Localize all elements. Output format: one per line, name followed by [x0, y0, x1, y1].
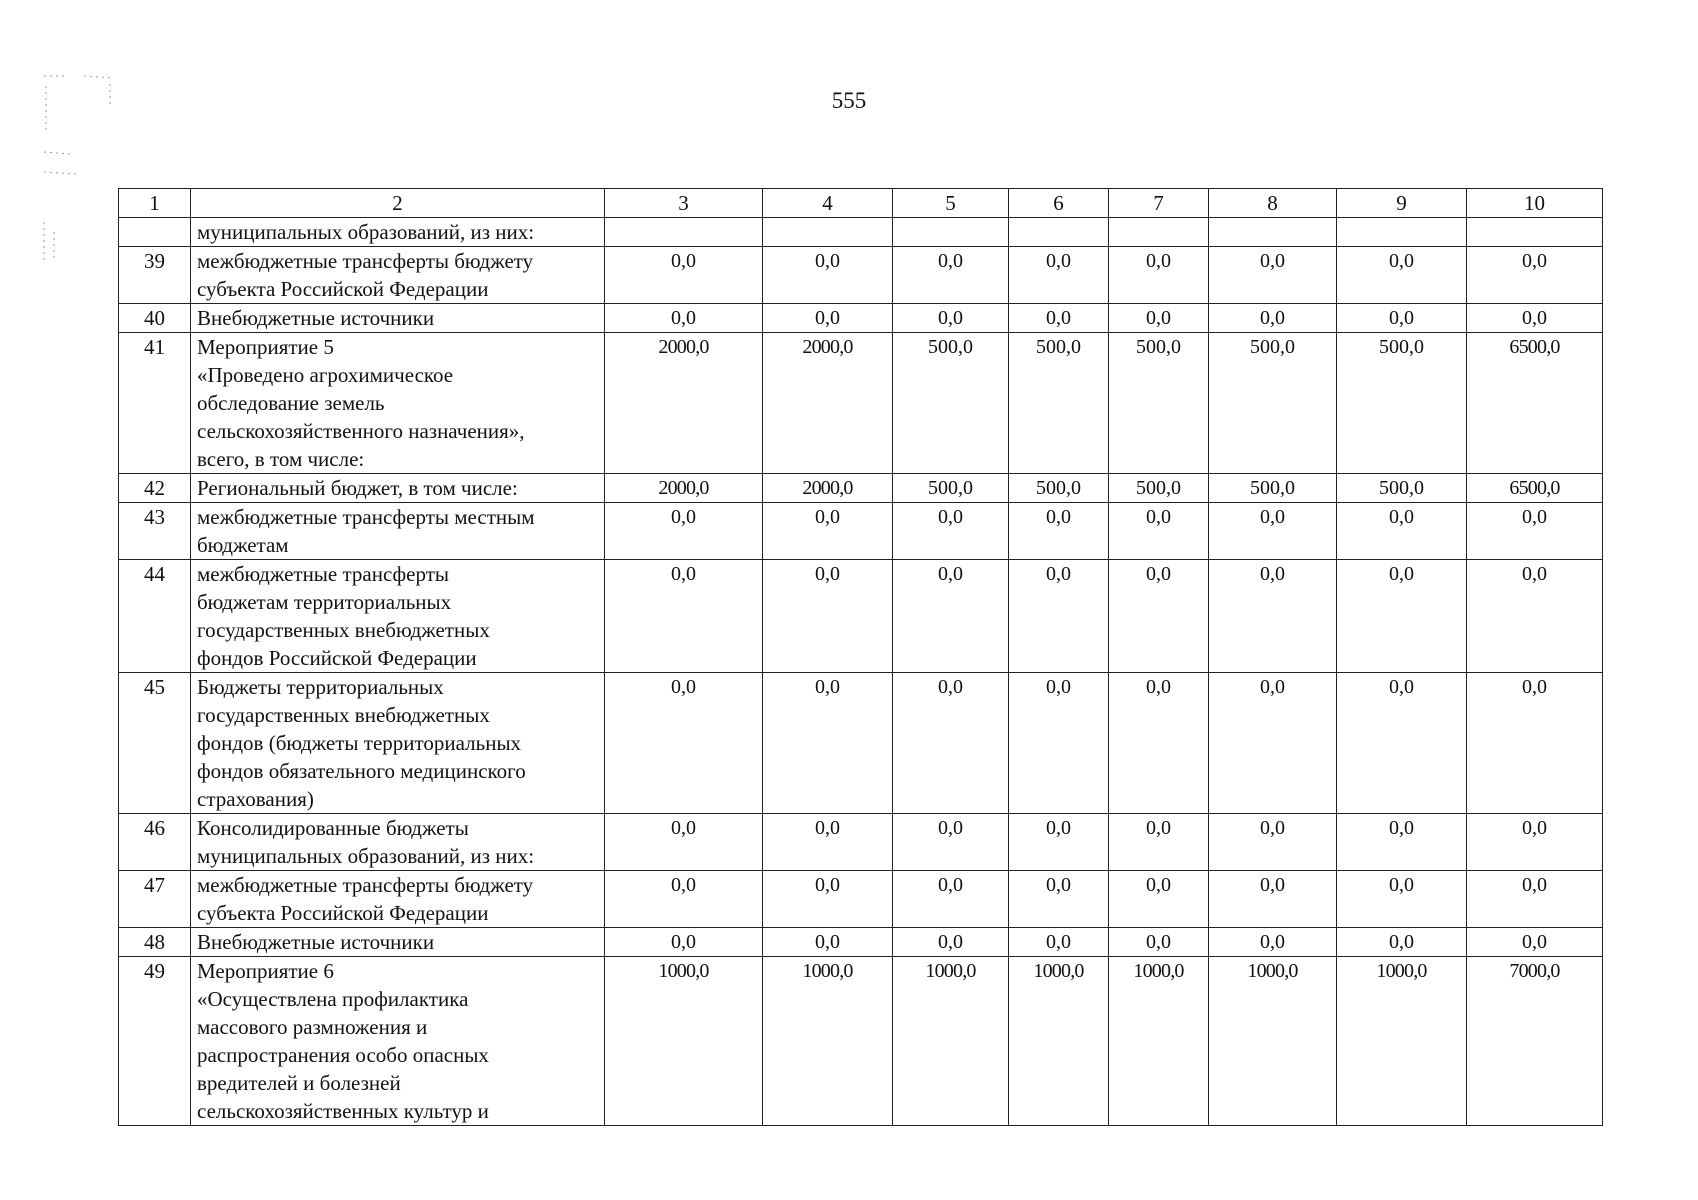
description-line: бюджетам территориальных: [197, 590, 452, 614]
value-cell-col-9: 0,0: [1337, 814, 1467, 871]
value-cell-col-8: 500,0: [1209, 333, 1337, 474]
description-line: «Проведено агрохимическое: [197, 363, 454, 387]
description-line: муниципальных образований, из них:: [197, 220, 535, 244]
value-cell-col-6: 0,0: [1009, 673, 1109, 814]
row-number: [119, 218, 191, 247]
row-number: 40: [119, 304, 191, 333]
row-number: 48: [119, 928, 191, 957]
value-cell-col-7: 0,0: [1109, 247, 1209, 304]
value-cell-col-6: 0,0: [1009, 503, 1109, 560]
value-cell-col-10: 0,0: [1467, 673, 1603, 814]
value-cell-col-4: 0,0: [763, 503, 893, 560]
value-cell-col-4: 0,0: [763, 673, 893, 814]
value-cell-col-3: 1000,0: [605, 957, 763, 1126]
row-description: [191, 928, 605, 957]
description-line: сельскохозяйственных культур и: [197, 1099, 489, 1123]
table-row: [119, 474, 1603, 503]
value-cell-col-8: 0,0: [1209, 304, 1337, 333]
value-cell-col-7: 0,0: [1109, 871, 1209, 928]
table-row: [119, 814, 1603, 871]
description-line: Мероприятие 5: [197, 335, 334, 359]
value-cell-col-5: 0,0: [893, 304, 1009, 333]
value-cell-col-7: 0,0: [1109, 560, 1209, 673]
value-cell-col-3: 0,0: [605, 503, 763, 560]
value-cell-col-3: 0,0: [605, 814, 763, 871]
description-line: межбюджетные трансферты бюджету: [197, 249, 534, 273]
value-cell-col-5: 0,0: [893, 673, 1009, 814]
description-line: субъекта Российской Федерации: [197, 901, 489, 925]
value-cell-col-4: [763, 218, 893, 247]
value-cell-col-6: 0,0: [1009, 247, 1109, 304]
description-line: государственных внебюджетных: [197, 703, 490, 727]
budget-table: [118, 188, 1603, 1126]
value-cell-col-4: 0,0: [763, 560, 893, 673]
value-cell-col-10: 0,0: [1467, 304, 1603, 333]
value-cell-col-10: 0,0: [1467, 928, 1603, 957]
row-number: 41: [119, 333, 191, 474]
value-cell-col-9: 500,0: [1337, 333, 1467, 474]
description-line: субъекта Российской Федерации: [197, 277, 489, 301]
value-cell-col-10: 7000,0: [1467, 957, 1603, 1126]
row-description: [191, 814, 605, 871]
row-description: [191, 247, 605, 304]
row-number: 46: [119, 814, 191, 871]
value-cell-col-7: [1109, 218, 1209, 247]
value-cell-col-8: 0,0: [1209, 247, 1337, 304]
description-line: Внебюджетные источники: [197, 930, 435, 954]
value-cell-col-10: 0,0: [1467, 871, 1603, 928]
value-cell-col-3: 2000,0: [605, 333, 763, 474]
column-header-6: 6: [1009, 189, 1109, 218]
column-header-2: 2: [191, 189, 605, 218]
value-cell-col-4: 1000,0: [763, 957, 893, 1126]
value-cell-col-8: [1209, 218, 1337, 247]
table-row: [119, 871, 1603, 928]
header-row: [119, 189, 1603, 218]
value-cell-col-6: 0,0: [1009, 560, 1109, 673]
row-number: 44: [119, 560, 191, 673]
value-cell-col-5: 500,0: [893, 333, 1009, 474]
table-row: [119, 673, 1603, 814]
description-line: Бюджеты территориальных: [197, 675, 444, 699]
row-number: 39: [119, 247, 191, 304]
value-cell-col-5: 0,0: [893, 247, 1009, 304]
scan-artifact-marks: [40, 72, 120, 272]
value-cell-col-4: 0,0: [763, 871, 893, 928]
row-description: [191, 560, 605, 673]
value-cell-col-3: 0,0: [605, 247, 763, 304]
value-cell-col-5: 0,0: [893, 928, 1009, 957]
value-cell-col-8: 0,0: [1209, 928, 1337, 957]
value-cell-col-3: 2000,0: [605, 474, 763, 503]
description-line: межбюджетные трансферты местным: [197, 505, 535, 529]
value-cell-col-8: 0,0: [1209, 814, 1337, 871]
row-description: [191, 503, 605, 560]
value-cell-col-10: 0,0: [1467, 503, 1603, 560]
value-cell-col-6: 0,0: [1009, 871, 1109, 928]
value-cell-col-10: [1467, 218, 1603, 247]
table-row: [119, 503, 1603, 560]
value-cell-col-4: 2000,0: [763, 474, 893, 503]
description-line: массового размножения и: [197, 1015, 428, 1039]
value-cell-col-9: 500,0: [1337, 474, 1467, 503]
table-row: [119, 247, 1603, 304]
value-cell-col-4: 0,0: [763, 928, 893, 957]
value-cell-col-9: 0,0: [1337, 560, 1467, 673]
column-header-5: 5: [893, 189, 1009, 218]
row-description: [191, 871, 605, 928]
row-description: [191, 333, 605, 474]
description-line: распространения особо опасных: [197, 1043, 489, 1067]
description-line: Мероприятие 6: [197, 959, 334, 983]
value-cell-col-10: 0,0: [1467, 247, 1603, 304]
value-cell-col-6: 0,0: [1009, 304, 1109, 333]
value-cell-col-5: 0,0: [893, 871, 1009, 928]
description-line: фондов (бюджеты территориальных: [197, 731, 522, 755]
value-cell-col-8: 500,0: [1209, 474, 1337, 503]
row-number: 47: [119, 871, 191, 928]
column-header-4: 4: [763, 189, 893, 218]
row-number: 43: [119, 503, 191, 560]
value-cell-col-7: 500,0: [1109, 333, 1209, 474]
value-cell-col-4: 0,0: [763, 304, 893, 333]
column-header-1: 1: [119, 189, 191, 218]
row-description: [191, 304, 605, 333]
value-cell-col-5: 0,0: [893, 560, 1009, 673]
table-row: [119, 218, 1603, 247]
table-row: [119, 957, 1603, 1126]
value-cell-col-3: [605, 218, 763, 247]
description-line: государственных внебюджетных: [197, 618, 490, 642]
table-row: [119, 560, 1603, 673]
row-number: 45: [119, 673, 191, 814]
table-row: [119, 928, 1603, 957]
value-cell-col-7: 0,0: [1109, 503, 1209, 560]
value-cell-col-10: 0,0: [1467, 814, 1603, 871]
value-cell-col-10: 6500,0: [1467, 333, 1603, 474]
description-line: фондов обязательного медицинского: [197, 759, 526, 783]
row-description: [191, 218, 605, 247]
value-cell-col-3: 0,0: [605, 928, 763, 957]
page-number: 555: [831, 88, 867, 113]
value-cell-col-8: 1000,0: [1209, 957, 1337, 1126]
value-cell-col-3: 0,0: [605, 871, 763, 928]
value-cell-col-9: 0,0: [1337, 928, 1467, 957]
value-cell-col-6: 500,0: [1009, 474, 1109, 503]
value-cell-col-6: 0,0: [1009, 814, 1109, 871]
value-cell-col-5: 0,0: [893, 814, 1009, 871]
description-line: Внебюджетные источники: [197, 306, 435, 330]
value-cell-col-9: [1337, 218, 1467, 247]
description-line: межбюджетные трансферты бюджету: [197, 873, 534, 897]
value-cell-col-9: 0,0: [1337, 871, 1467, 928]
value-cell-col-7: 0,0: [1109, 928, 1209, 957]
value-cell-col-7: 0,0: [1109, 673, 1209, 814]
description-line: межбюджетные трансферты: [197, 562, 449, 586]
description-line: фондов Российской Федерации: [197, 646, 477, 670]
value-cell-col-7: 0,0: [1109, 814, 1209, 871]
row-description: [191, 957, 605, 1126]
value-cell-col-7: 0,0: [1109, 304, 1209, 333]
column-header-7: 7: [1109, 189, 1209, 218]
value-cell-col-6: 1000,0: [1009, 957, 1109, 1126]
value-cell-col-5: 0,0: [893, 503, 1009, 560]
table-row: [119, 333, 1603, 474]
column-header-10: 10: [1467, 189, 1603, 218]
description-line: обследование земель: [197, 391, 385, 415]
value-cell-col-8: 0,0: [1209, 871, 1337, 928]
value-cell-col-3: 0,0: [605, 673, 763, 814]
description-line: вредителей и болезней: [197, 1071, 401, 1095]
value-cell-col-3: 0,0: [605, 560, 763, 673]
value-cell-col-8: 0,0: [1209, 560, 1337, 673]
value-cell-col-5: 500,0: [893, 474, 1009, 503]
value-cell-col-10: 6500,0: [1467, 474, 1603, 503]
description-line: сельскохозяйственного назначения»,: [197, 419, 525, 443]
description-line: Региональный бюджет, в том числе:: [197, 476, 518, 500]
row-number: 49: [119, 957, 191, 1126]
value-cell-col-6: 500,0: [1009, 333, 1109, 474]
row-description: [191, 673, 605, 814]
value-cell-col-9: 0,0: [1337, 673, 1467, 814]
value-cell-col-9: 1000,0: [1337, 957, 1467, 1126]
value-cell-col-9: 0,0: [1337, 304, 1467, 333]
value-cell-col-9: 0,0: [1337, 503, 1467, 560]
value-cell-col-4: 0,0: [763, 814, 893, 871]
value-cell-col-5: 1000,0: [893, 957, 1009, 1126]
description-line: страхования): [197, 787, 314, 811]
description-line: Консолидированные бюджеты: [197, 816, 469, 840]
description-line: всего, в том числе:: [197, 447, 365, 471]
value-cell-col-7: 500,0: [1109, 474, 1209, 503]
column-header-3: 3: [605, 189, 763, 218]
value-cell-col-10: 0,0: [1467, 560, 1603, 673]
row-number: 42: [119, 474, 191, 503]
value-cell-col-4: 2000,0: [763, 333, 893, 474]
value-cell-col-8: 0,0: [1209, 673, 1337, 814]
value-cell-col-9: 0,0: [1337, 247, 1467, 304]
value-cell-col-3: 0,0: [605, 304, 763, 333]
description-line: бюджетам: [197, 533, 289, 557]
value-cell-col-8: 0,0: [1209, 503, 1337, 560]
value-cell-col-6: [1009, 218, 1109, 247]
column-header-9: 9: [1337, 189, 1467, 218]
value-cell-col-6: 0,0: [1009, 928, 1109, 957]
column-header-8: 8: [1209, 189, 1337, 218]
description-line: муниципальных образований, из них:: [197, 844, 535, 868]
value-cell-col-5: [893, 218, 1009, 247]
table-row: [119, 304, 1603, 333]
value-cell-col-4: 0,0: [763, 247, 893, 304]
row-description: [191, 474, 605, 503]
description-line: «Осуществлена профилактика: [197, 987, 469, 1011]
value-cell-col-7: 1000,0: [1109, 957, 1209, 1126]
